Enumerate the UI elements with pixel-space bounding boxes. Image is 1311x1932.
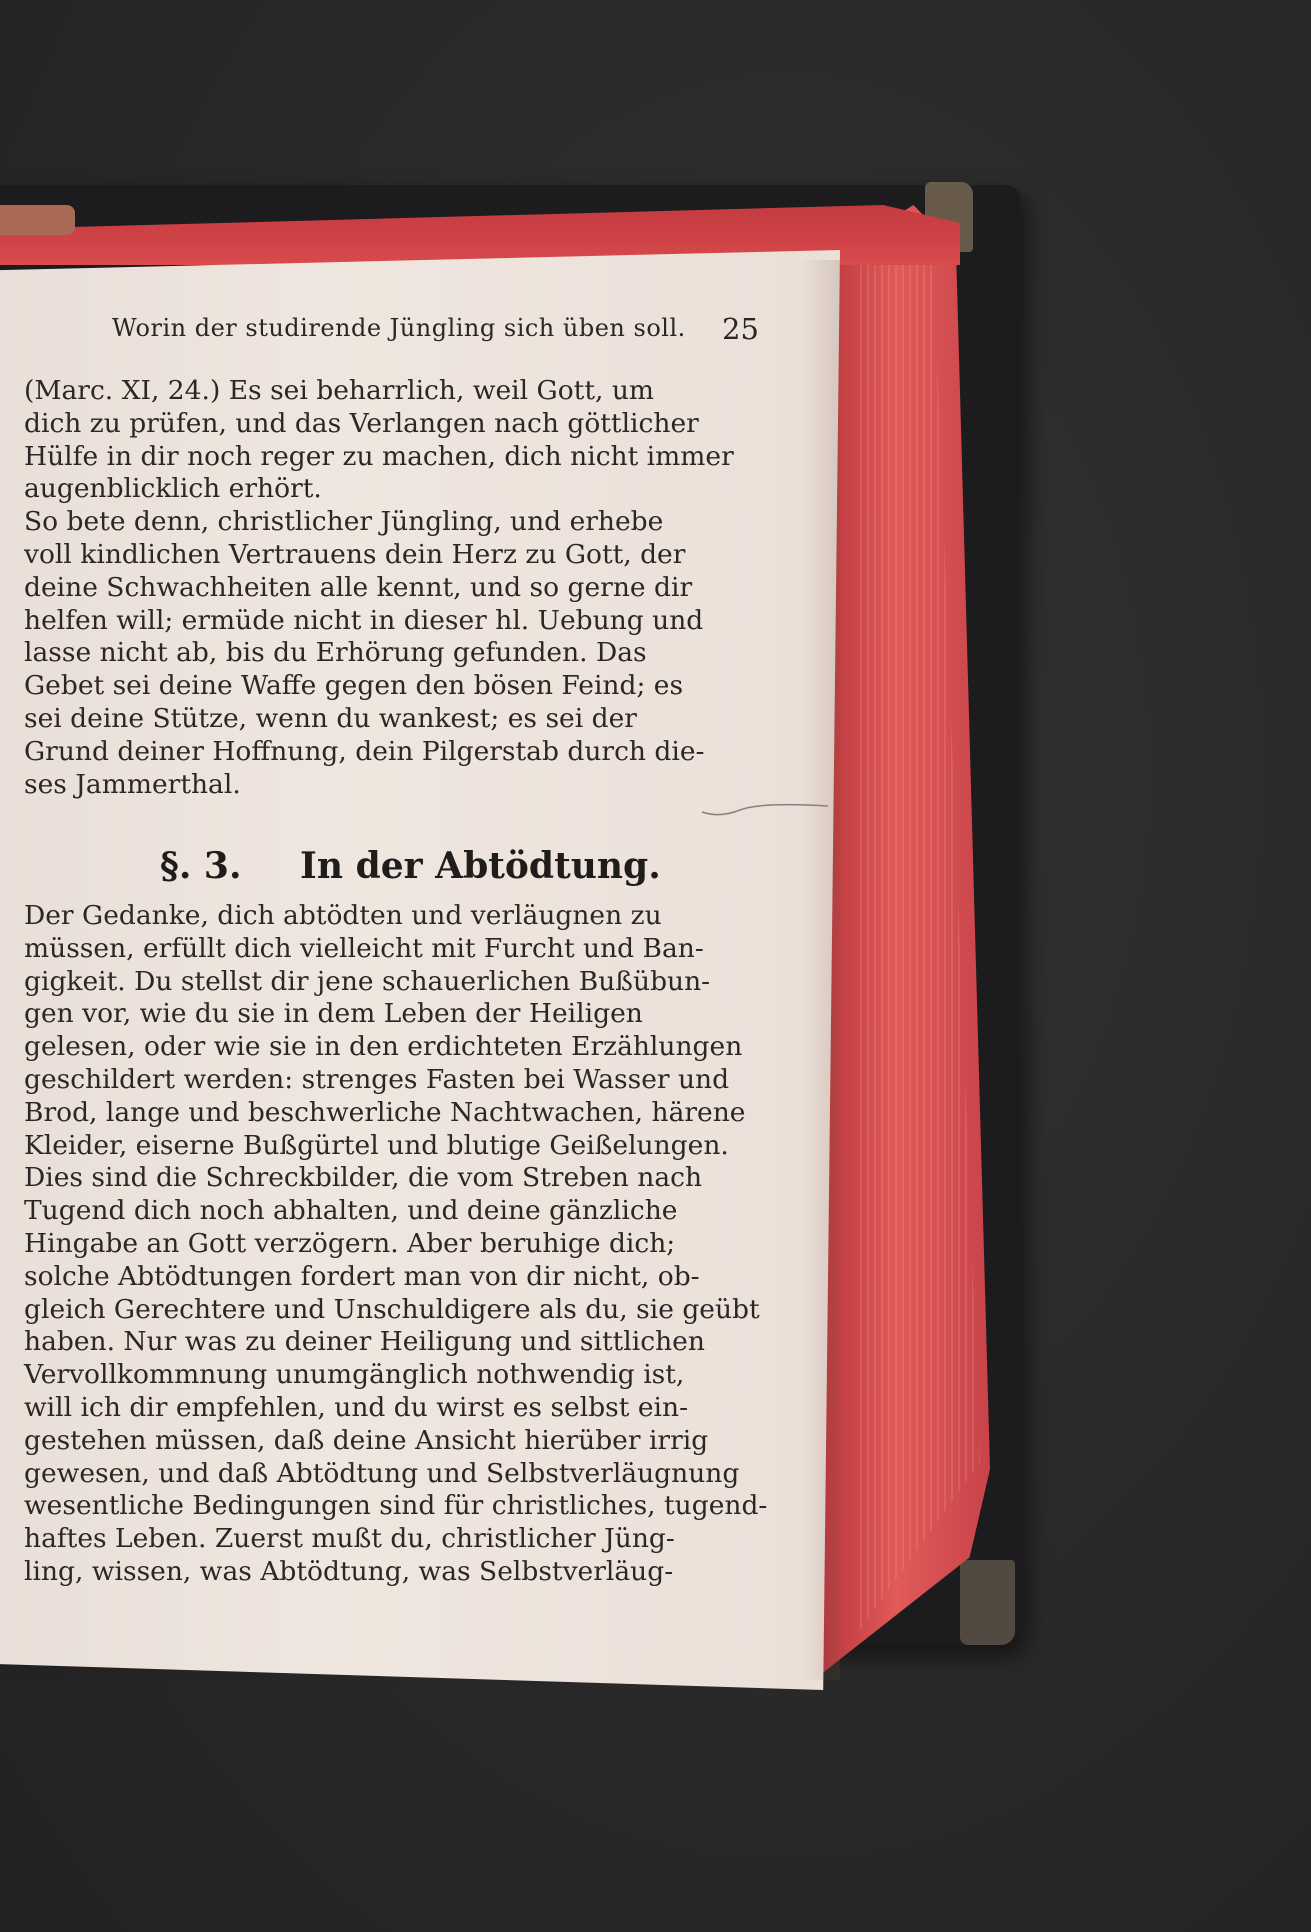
text-line: will ich dir empfehlen, und du wirst es selbst ein- — [24, 1391, 689, 1423]
text-line: ling, wissen, was Abtödtung, was Selbstverläug- — [24, 1555, 674, 1587]
worn-cover-corner-bottom — [960, 1560, 1015, 1645]
section-number: §. 3. — [160, 845, 242, 887]
text-line: Tugend dich noch abhalten, und deine gänzliche — [24, 1195, 678, 1227]
text-line: Gebet sei deine Waffe gegen den bösen Feind; es — [24, 670, 684, 702]
text-line: Hingabe an Gott verzögern. Aber beruhige dich; — [24, 1227, 676, 1259]
running-head: Worin der studirende Jüngling sich üben soll. — [112, 314, 686, 342]
text-line: haben. Nur was zu deiner Heiligung und sittlichen — [24, 1326, 705, 1358]
text-line: geschildert werden: strenges Fasten bei Wasser und — [24, 1063, 730, 1095]
text-line: augenblicklich erhört. — [24, 473, 322, 505]
text-line: Vervollkommnung unumgänglich nothwendig ist, — [24, 1359, 685, 1391]
text-line: gewesen, und daß Abtödtung und Selbstverläugnung — [24, 1457, 740, 1489]
text-line: solche Abtödtungen fordert man von dir nicht, ob- — [24, 1260, 700, 1292]
text-line: dich zu prüfen, und das Verlangen nach göttlicher — [24, 407, 699, 439]
text-line: gen vor, wie du sie in dem Leben der Heiligen — [24, 998, 643, 1030]
text-line: Hülfe in dir noch reger zu machen, dich nicht immer — [24, 440, 734, 472]
page-gutter-shadow — [800, 260, 840, 1680]
paragraph-mortification — [24, 900, 768, 1589]
text-line: Der Gedanke, dich abtödten und verläugnen zu — [24, 900, 662, 931]
text-line: gigkeit. Du stellst dir jene schauerlichen Bußübun- — [24, 965, 711, 997]
text-line: Grund deiner Hoffnung, dein Pilgerstab durch die- — [24, 735, 705, 767]
text-line: gestehen müssen, daß deine Ansicht hierüber irrig — [24, 1424, 709, 1456]
text-line: voll kindlichen Vertrauens dein Herz zu Gott, der — [24, 538, 686, 570]
pencil-mark — [700, 800, 830, 820]
section-heading — [160, 845, 660, 895]
text-line: lasse nicht ab, bis du Erhörung gefunden. Das — [24, 637, 647, 669]
paragraph-prayer — [24, 375, 764, 801]
bookmark-tab — [0, 205, 75, 235]
section-title: In der Abtödtung. — [300, 845, 661, 887]
text-line: So bete denn, christlicher Jüngling, und erhebe — [24, 506, 664, 538]
text-line: deine Schwachheiten alle kennt, und so gerne dir — [24, 571, 693, 603]
text-line: Kleider, eiserne Bußgürtel und blutige Geißelungen. — [24, 1129, 729, 1161]
text-line: gelesen, oder wie sie in den erdichteten Erzählungen — [24, 1031, 743, 1063]
page-number: 25 — [722, 312, 759, 346]
text-line: haftes Leben. Zuerst mußt du, christlicher Jüng- — [24, 1523, 675, 1555]
text-line: helfen will; ermüde nicht in dieser hl. Uebung und — [24, 604, 704, 636]
text-line: Brod, lange und beschwerliche Nachtwachen, härene — [24, 1096, 746, 1128]
text-line: sei deine Stütze, wenn du wankest; es sei der — [24, 702, 637, 734]
text-line: gleich Gerechtere und Unschuldigere als du, sie geübt — [24, 1293, 760, 1325]
text-line: ses Jammerthal. — [24, 768, 241, 800]
text-line: (Marc. XI, 24.) Es sei beharrlich, weil Gott, um — [24, 375, 655, 406]
text-line: wesentliche Bedingungen sind für christliches, tugend- — [24, 1490, 768, 1522]
text-line: Dies sind die Schreckbilder, die vom Streben nach — [24, 1162, 703, 1194]
text-line: müssen, erfüllt dich vielleicht mit Furcht und Ban- — [24, 932, 704, 964]
